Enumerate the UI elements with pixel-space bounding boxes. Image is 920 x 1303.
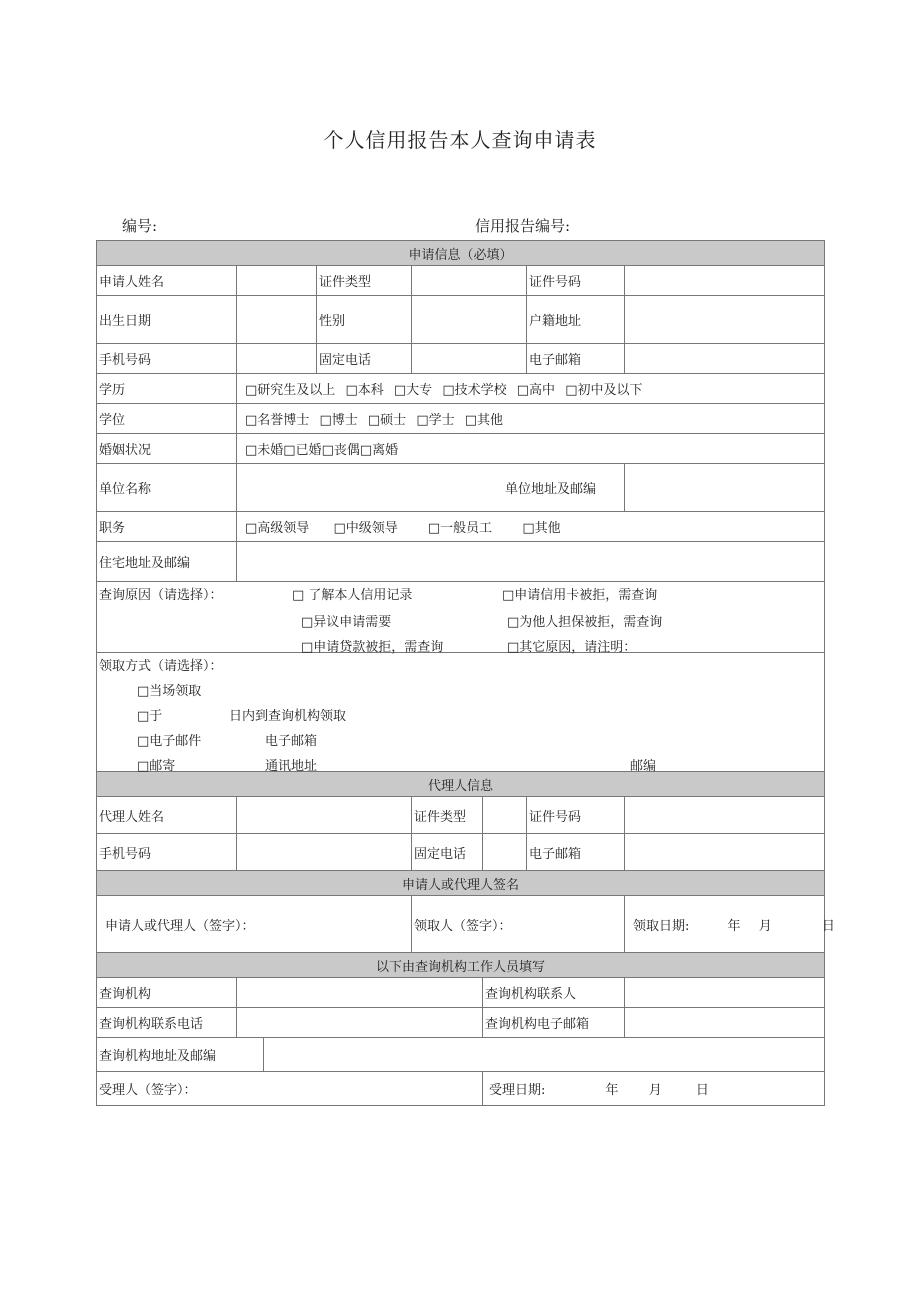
birth-date-label: 出生日期: [97, 296, 237, 344]
agent-id-number-label: 证件号码: [527, 797, 625, 834]
education-option-bachelor[interactable]: □本科: [345, 383, 384, 398]
education-option-middle[interactable]: □初中及以下: [565, 383, 643, 398]
agency-address-label: 查询机构地址及邮编: [97, 1038, 264, 1072]
home-address-label: 住宅地址及邮编: [97, 542, 237, 582]
degree-option-doctor[interactable]: □博士: [319, 413, 358, 428]
phone-field[interactable]: [412, 344, 527, 374]
agency-phone-label: 查询机构联系电话: [97, 1008, 237, 1038]
applicant-section-header: 申请信息（必填）: [97, 241, 825, 266]
pickup-date-month: 月: [758, 918, 772, 934]
mobile-field[interactable]: [237, 344, 317, 374]
pickup-address-field-label: 通讯地址: [265, 759, 318, 774]
marital-options[interactable]: □未婚□已婚□丧偶□离婚: [237, 434, 825, 464]
agency-contact-label: 查询机构联系人: [483, 978, 625, 1008]
hukou-address-field[interactable]: [625, 296, 825, 344]
agent-phone-field[interactable]: [483, 834, 527, 871]
pickup-days-suffix: 日内到查询机构领取: [229, 709, 347, 724]
agent-email-label: 电子邮箱: [527, 834, 625, 871]
pickup-date-year: 年: [727, 918, 741, 934]
agency-contact-field[interactable]: [625, 978, 825, 1008]
report-number-label: 信用报告编号:: [475, 217, 571, 235]
employer-address-field[interactable]: [625, 464, 825, 512]
degree-option-master[interactable]: □硕士: [367, 413, 407, 428]
handling-date-field[interactable]: [483, 1072, 825, 1106]
marital-label: 婚姻状况: [97, 434, 237, 464]
applicant-name-label: 申请人姓名: [97, 266, 237, 296]
position-label: 职务: [97, 512, 237, 542]
reason-option-loan-rejected[interactable]: □申请贷款被拒，需查询: [301, 640, 444, 655]
position-option-other[interactable]: □其他: [522, 521, 561, 536]
handling-date-month: 月: [648, 1083, 662, 1098]
gender-label: 性别: [317, 296, 412, 344]
position-option-staff[interactable]: □一般员工: [427, 521, 493, 536]
agent-email-field[interactable]: [625, 834, 825, 871]
employer-label: 单位名称: [97, 464, 237, 512]
degree-option-honorary[interactable]: □名誉博士: [245, 413, 310, 428]
agency-address-field[interactable]: [264, 1038, 825, 1072]
id-number-label: 证件号码: [527, 266, 625, 296]
agent-name-field[interactable]: [237, 797, 412, 834]
agency-phone-field[interactable]: [237, 1008, 483, 1038]
email-label: 电子邮箱: [527, 344, 625, 374]
pickup-method-block: [97, 653, 825, 772]
reason-option-dispute[interactable]: □异议申请需要: [301, 615, 392, 630]
employer-address-label: 单位地址及邮编: [237, 464, 625, 512]
handling-date-day: 日: [695, 1083, 709, 1098]
agency-section-header: 以下由查询机构工作人员填写: [97, 953, 825, 978]
reason-option-other[interactable]: □其它原因，请注明：: [507, 640, 637, 655]
home-address-field[interactable]: [237, 542, 825, 582]
reason-option-card-rejected[interactable]: □申请信用卡被拒，需查询: [502, 588, 658, 603]
reason-option-own-record[interactable]: □ 了解本人信用记录: [292, 588, 413, 603]
agency-email-field[interactable]: [625, 1008, 825, 1038]
query-reason-label: 查询原因（请选择）：: [99, 588, 223, 603]
position-option-senior[interactable]: □高级领导: [245, 521, 310, 536]
phone-label: 固定电话: [317, 344, 412, 374]
pickup-option-onsite[interactable]: □当场领取: [137, 684, 202, 699]
serial-number-label: 编号:: [122, 217, 158, 235]
agent-section-header: 代理人信息: [97, 772, 825, 797]
degree-option-bachelor[interactable]: □学士: [416, 413, 455, 428]
id-type-label: 证件类型: [317, 266, 412, 296]
degree-option-other[interactable]: □其他: [464, 413, 504, 428]
email-field[interactable]: [625, 344, 825, 374]
pickup-method-label: 领取方式（请选择）：: [99, 659, 223, 674]
mobile-label: 手机号码: [97, 344, 237, 374]
gender-field[interactable]: [412, 296, 527, 344]
pickup-option-email[interactable]: □电子邮件: [137, 734, 202, 749]
pickup-option-mail[interactable]: □邮寄: [137, 759, 176, 774]
pickup-email-field-label: 电子邮箱: [265, 734, 318, 749]
agency-email-label: 查询机构电子邮箱: [483, 1008, 625, 1038]
pickup-date-field[interactable]: [625, 896, 835, 953]
position-options: [237, 512, 825, 542]
handler-signature-field[interactable]: 受理人（签字）：: [97, 1072, 483, 1106]
pickup-option-days[interactable]: □于: [137, 709, 163, 724]
education-label: 学历: [97, 374, 237, 404]
page-title: 个人信用报告本人查询申请表: [323, 128, 597, 152]
education-option-technical[interactable]: □技术学校: [442, 383, 507, 398]
pickup-zip-field-label: 邮编: [630, 759, 657, 774]
degree-label: 学位: [97, 404, 237, 434]
handling-date-year: 年: [605, 1083, 619, 1098]
id-type-field[interactable]: [412, 266, 527, 296]
education-option-college[interactable]: □大专: [393, 383, 433, 398]
agency-field[interactable]: [237, 978, 483, 1008]
signer-signature-field[interactable]: 申请人或代理人（签字）：: [97, 896, 412, 953]
position-option-middle[interactable]: □中级领导: [333, 521, 398, 536]
signature-section-header: 申请人或代理人签名: [97, 871, 825, 896]
agent-id-number-field[interactable]: [625, 797, 825, 834]
query-reason-block: [97, 582, 825, 653]
reason-option-guarantee-rejected[interactable]: □为他人担保被拒，需查询: [507, 615, 663, 630]
receiver-signature-field[interactable]: 领取人（签字）：: [412, 896, 625, 953]
agent-id-type-field[interactable]: [483, 797, 527, 834]
birth-date-field[interactable]: [237, 296, 317, 344]
id-number-field[interactable]: [625, 266, 825, 296]
agency-label: 查询机构: [97, 978, 237, 1008]
applicant-name-field[interactable]: [237, 266, 317, 296]
handling-date-label: 受理日期:: [489, 1083, 546, 1098]
pickup-date-day: 日: [821, 918, 835, 934]
education-options: [237, 374, 825, 404]
agent-mobile-label: 手机号码: [97, 834, 237, 871]
education-option-highschool[interactable]: □高中: [516, 383, 556, 398]
agent-mobile-field[interactable]: [237, 834, 412, 871]
education-option-postgrad[interactable]: □研究生及以上: [245, 383, 336, 398]
agent-phone-label: 固定电话: [412, 834, 483, 871]
degree-options: [237, 404, 825, 434]
agent-name-label: 代理人姓名: [97, 797, 237, 834]
pickup-date-label: 领取日期:: [633, 918, 690, 934]
hukou-address-label: 户籍地址: [527, 296, 625, 344]
application-form: [96, 240, 835, 1106]
agent-id-type-label: 证件类型: [412, 797, 483, 834]
